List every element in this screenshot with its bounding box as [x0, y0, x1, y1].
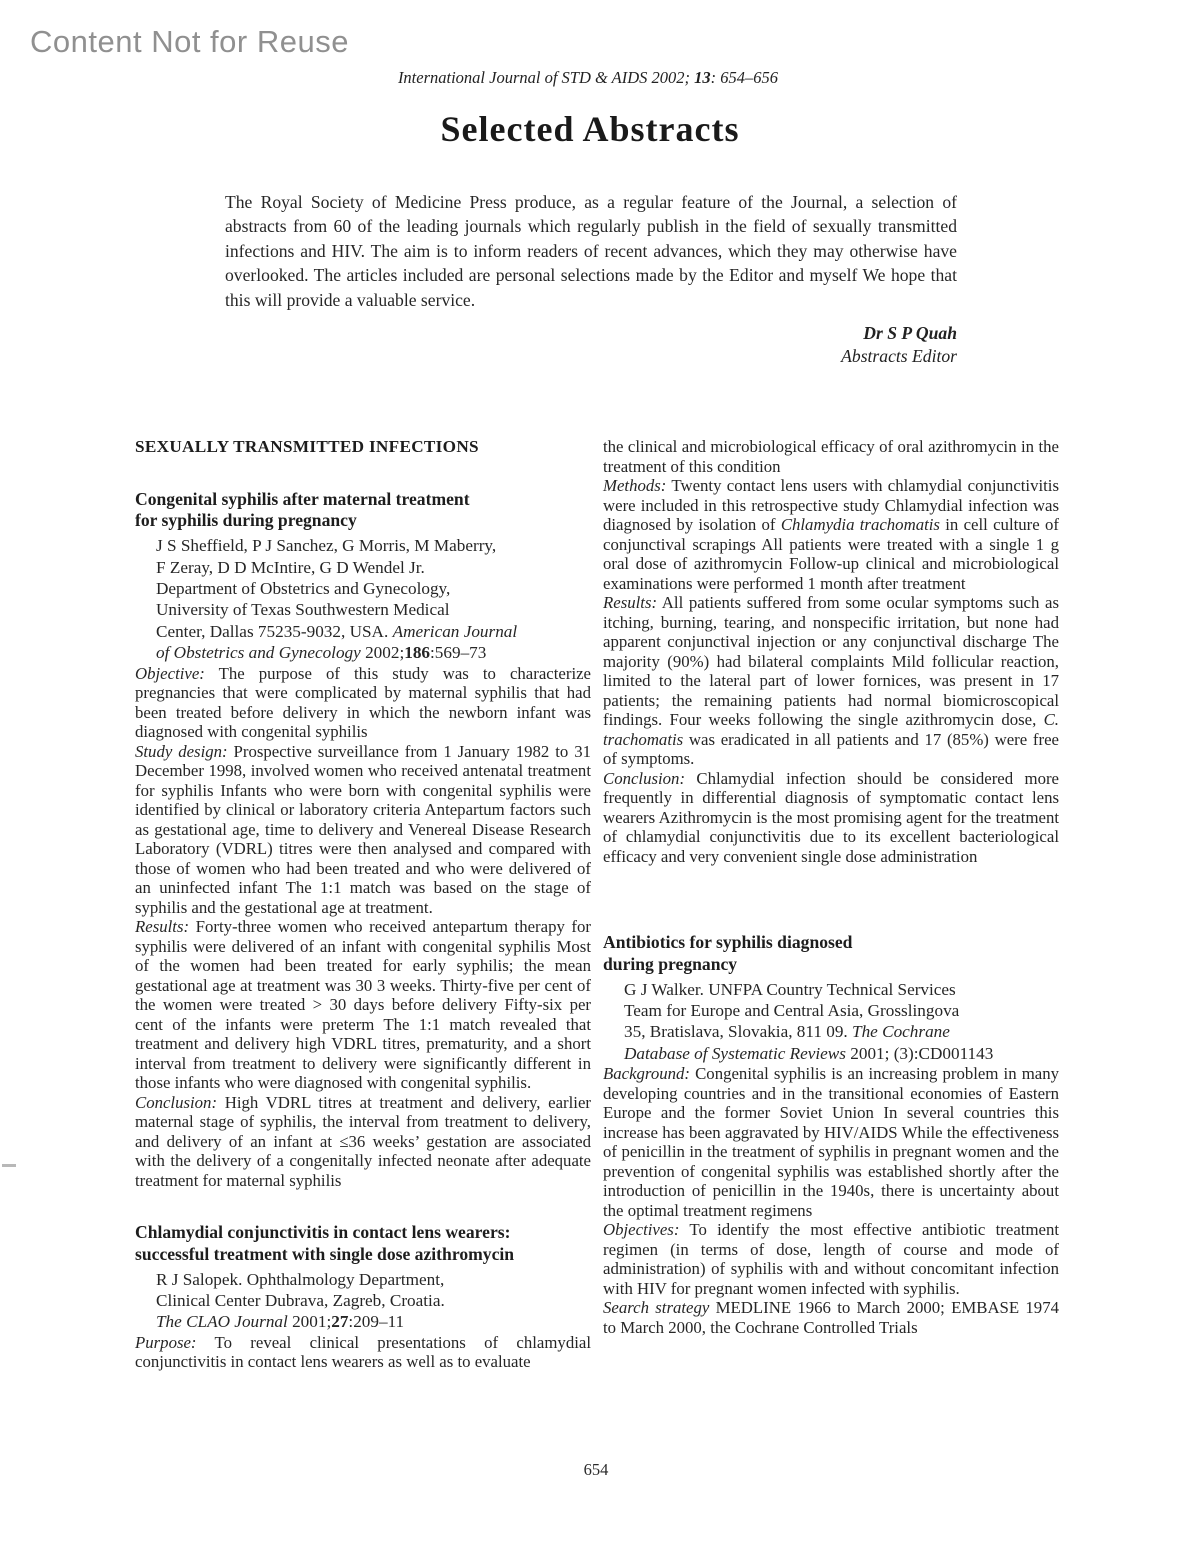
abstract-paragraph: Objectives: To identify the most effective antibiotic treatment regimen (in terms of dose, length of course and mode of administration) of syphilis with and without concomitant infection with HIV for pregnant women infected with syphilis. [603, 1220, 1059, 1298]
abstract-paragraph: Conclusion: Chlamydial infection should be considered more frequently in differential diagnosis of symptomatic contact lens wearers Azithromycin is the most promising agent for the treatment of chlamydial conjunctivitis due to its excellent bacteriological efficacy and very convenient single dose administration [603, 768, 1059, 866]
article-title: Chlamydial conjunctivitis in contact lens wearers: successful treatment with single dose azithromycin [135, 1222, 515, 1264]
abstract-paragraph: Search strategy MEDLINE 1966 to March 2000; EMBASE 1974 to March 2000, the Cochrane Controlled Trials [603, 1298, 1059, 1337]
abstract-paragraph: Background: Congenital syphilis is an increasing problem in many developing countries and in the transitional economies of Eastern Europe and the former Soviet Union In several countries this increase has been aggravated by HIV/AIDS While the effectiveness of penicillin in the treatment of syphilis in pregnant women and the prevention of congenital syphilis was established shortly after the introduction of penicillin in the 1940s, there is uncertainty about the optimal treatment regimens [603, 1064, 1059, 1220]
abstract-paragraph: Conclusion: High VDRL titres at treatment and delivery, earlier maternal stage of syphilis, the interval from treatment to delivery, and delivery of an infant at ≤36 weeks’ gestation are associated with the delivery of a congenitally infected neonate after adequate treatment for maternal syphilis [135, 1092, 591, 1190]
authors-block: J S Sheffield, P J Sanchez, G Morris, M Maberry, F Zeray, D D McIntire, G D Wendel Jr. Department of Obstetrics and Gynecology, University of Texas Southwestern Medical Center, Dallas 75235-9032, USA. American Journal of Obstetrics and Gynecology 2002;186:569–73 [156, 536, 518, 663]
page-number: 654 [583, 1460, 609, 1479]
abstract-paragraph: Results: All patients suffered from some ocular symptoms such as itching, burning, tearing, and nonspecific irritation, but none had apparent conjunctival injection or any conjunctival discharge The majority (90%) had bilateral complaints Mild follicular reaction, limited to the lateral part of lower fornices, was present in 17 patients; the remaining patients had normal biomicroscopical findings. Four weeks following the single azithromycin dose, C. trachomatis was eradicated in all patients and 17 (85%) were free of symptoms. [603, 593, 1059, 768]
signature-role: Abstracts Editor [841, 346, 957, 366]
signature-block [225, 322, 957, 368]
abstract-paragraph: Objective: The purpose of this study was to characterize pregnancies that were complicated by maternal syphilis that had been treated before delivery in which the newborn infant was diagnosed with congenital syphilis [135, 663, 591, 742]
watermark: Content Not for Reuse [30, 24, 349, 59]
margin-mark [2, 1164, 16, 1167]
left-column [135, 437, 591, 1372]
abstract-paragraph: Methods: Twenty contact lens users with chlamydial conjunctivitis were included in this retrospective study Chlamydial infection was diagnosed by isolation of Chlamydia trachomatis in cell culture of conjunctival scrapings All patients were treated with a single 1 g oral dose of azithromycin Follow-up clinical and microbiological examinations were performed 1 month after treatment [603, 476, 1059, 593]
section-heading: SEXUALLY TRANSMITTED INFECTIONS [135, 437, 479, 456]
authors-block: G J Walker. UNFPA Country Technical Services Team for Europe and Central Asia, Grosslingova 35, Bratislava, Slovakia, 811 09. The Cochrane Database of Systematic Reviews 2001; (3):CD001143 [624, 979, 994, 1063]
abstract-paragraph: Study design: Prospective surveillance from 1 January 1982 to 31 December 1998, involved women who received antenatal treatment for syphilis Infants who were born with congenital syphilis were identified by clinical or laboratory criteria Antepartum factors such as gestational age, time to delivery and Venereal Disease Research Laboratory (VDRL) titres were then analysed and compared with those of women who had been treated and who were delivered of an uninfected infant The 1:1 match was based on the stage of syphilis and the gestational age at treatment. [135, 741, 591, 917]
authors-block: R J Salopek. Ophthalmology Department, Clinical Center Dubrava, Zagreb, Croatia. The CLAO Journal 2001;27:209–11 [156, 1269, 445, 1332]
abstract-paragraph: Results: Forty-three women who received antepartum therapy for syphilis were delivered of an infant with congenital syphilis Most of the women had been treated for early syphilis; the mean gestational age at treatment was 30 3 weeks. Thirty-five per cent of the women were treated > 30 days before delivery Fifty-six per cent of the infants were preterm The 1:1 match revealed that treatment and delivery high VDRL titres, prematurity, and a short interval from treatment to delivery were significantly different in those infants who were diagnosed with congenital syphilis. [135, 917, 591, 1093]
article-title: Congenital syphilis after maternal treatment for syphilis during pregnancy [135, 488, 470, 531]
article-title: Antibiotics for syphilis diagnosed during pregnancy [603, 932, 853, 974]
right-column [603, 437, 1059, 1337]
journal-header: International Journal of STD & AIDS 2002; 13: 654–656 [397, 68, 779, 87]
intro-paragraph: The Royal Society of Medicine Press produce, as a regular feature of the Journal, a selection of abstracts from 60 of the leading journals which regularly publish in the field of sexually transmitted infections and HIV. The aim is to inform readers of recent advances, which they may otherwise have overlooked. The articles included are personal selections made by the Editor and myself We hope that this will provide a valuable service. [225, 192, 957, 310]
abstract-paragraph: the clinical and microbiological efficacy of oral azithromycin in the treatment of this condition [603, 437, 1059, 476]
abstract-paragraph: Purpose: To reveal clinical presentations of chlamydial conjunctivitis in contact lens wearers as well as to evaluate [135, 1332, 591, 1372]
signature-name: Dr S P Quah [863, 323, 957, 343]
page-title: Selected Abstracts [440, 109, 740, 149]
